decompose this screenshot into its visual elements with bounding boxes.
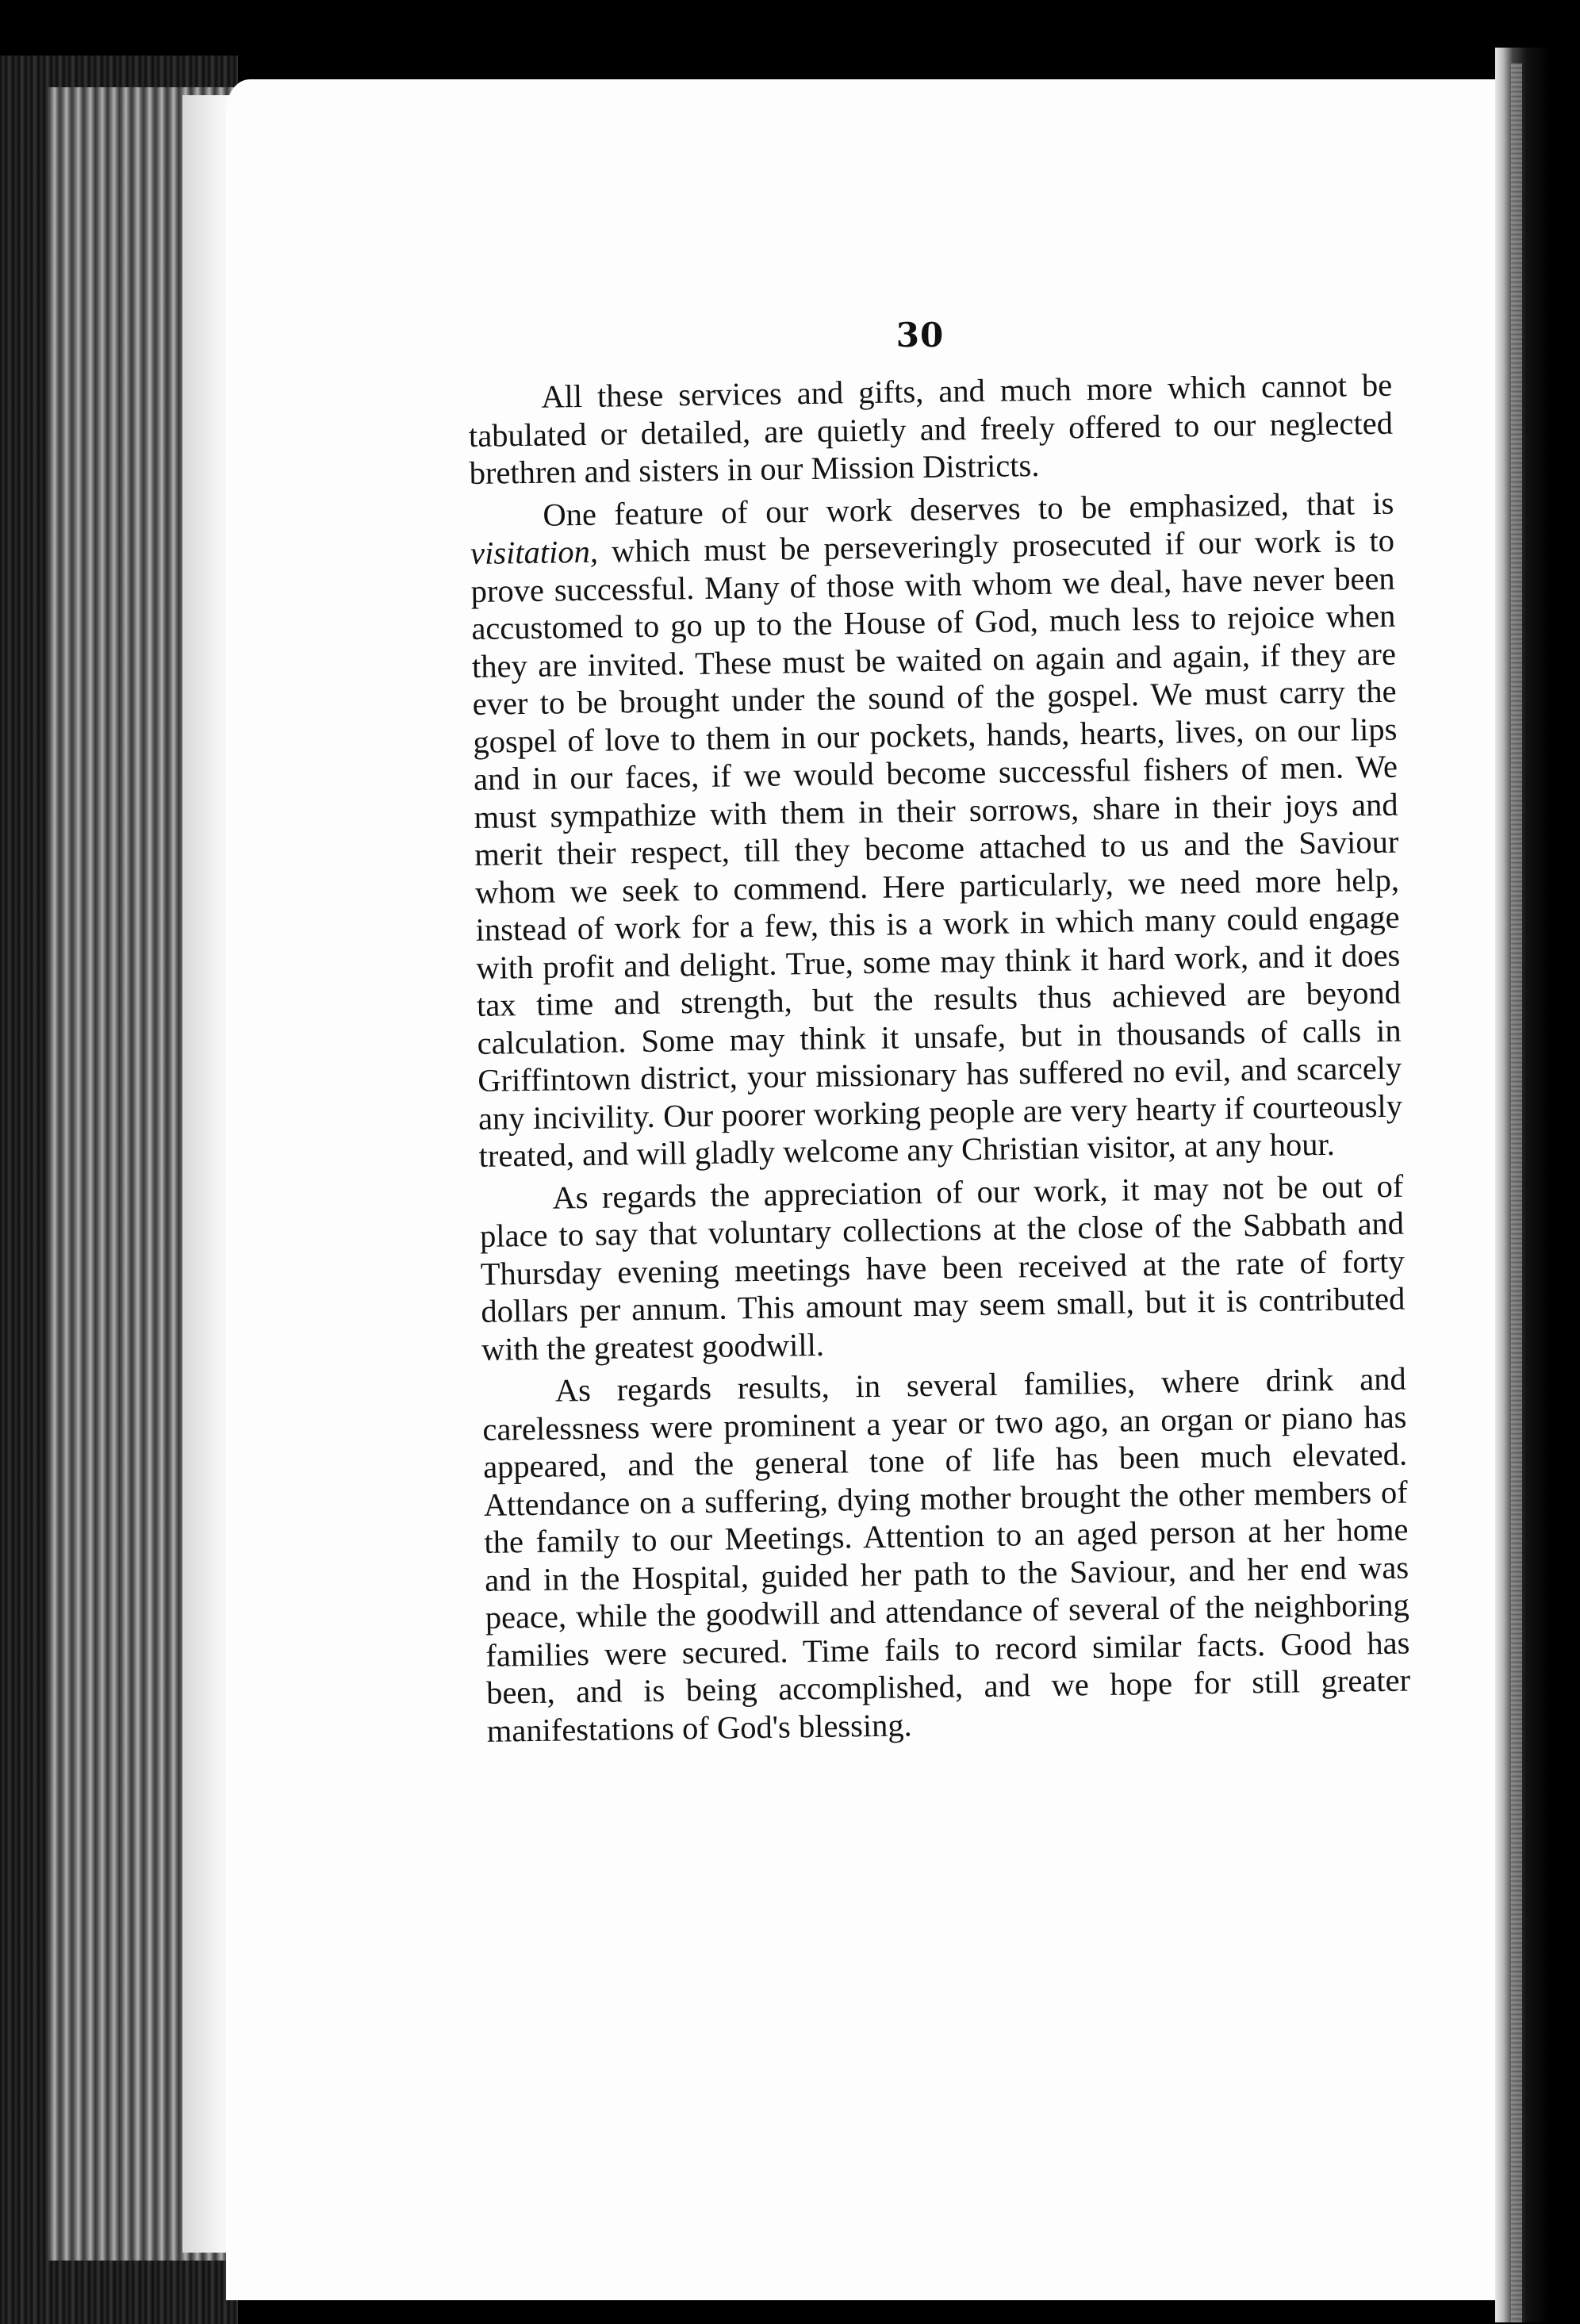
paragraph-appreciation: As regards the appreciation of our work, it may not be out of place to say that voluntary collections at the close of the Sabbath and Thursday evening meetings have been received at the rate of forty dollars per annum. This amount may seem small, but it is contributed with the greatest goodwill. xyxy=(479,1168,1406,1367)
paragraph-services-and-gifts: All these services and gifts, and much more which cannot be tabulated or detailed, are quietly and freely offered to our neglected brethren and sisters in our Mission Districts. xyxy=(468,366,1394,491)
scan-right-border xyxy=(1495,48,1580,2322)
paragraph-visitation-rest: which must be perseveringly prosecuted if our work is to prove successful. Many of those with whom we deal, have never been accustomed to go up to the House of God, much less to rejoice when they are invited. These must be waited on again and again, if they are ever to be brought under the sound of the gospel. We must carry the gospel of love to them in our pockets, hands, hearts, lives, on our lips and in our faces, if we would become successful fishers of men. We must sympathize with them in their sorrows, share in their joys and merit their respect, till they become attached to us and the Saviour whom we seek to commend. Here particularly, we need more help, instead of work for a few, this is a work in which many could engage with profit and delight. True, some may think it hard work, and it does tax time and strength, but the results thus achieved are beyond calculation. Some may think it unsafe, but in thousands of calls in Griffintown district, your missionary has suffered no evil, and scarcely any incivility. Our poorer working people are very hearty if courteously treated, and will gladly welcome any Christian visitor, at any hour. xyxy=(470,522,1403,1174)
paragraph-results: As regards results, in several families, where drink and carelessness were prominent a year or two ago, an organ or piano has appeared, and the general tone of life has been much elevated. Attendance on a suffering, dying mother brought the other members of the family to our Meetings. Attention to an aged person at her home and in the Hospital, guided her path to the Saviour, and her end was peace, while the goodwill and attendance of several of the neighboring families were secured. Time fails to record similar facts. Good has been, and is being accomplished, and we hope for still greater manifestations of God's blessing. xyxy=(482,1360,1411,1749)
paragraph-visitation-start: One feature of our work deserves to be emphasized, that is xyxy=(543,485,1394,533)
page-body xyxy=(468,366,1411,1750)
italic-term-visitation: visitation, xyxy=(470,533,599,571)
paragraph-visitation xyxy=(470,484,1403,1175)
page-number: 30 xyxy=(895,316,945,355)
scan-right-edge-strip xyxy=(1511,63,1522,2322)
